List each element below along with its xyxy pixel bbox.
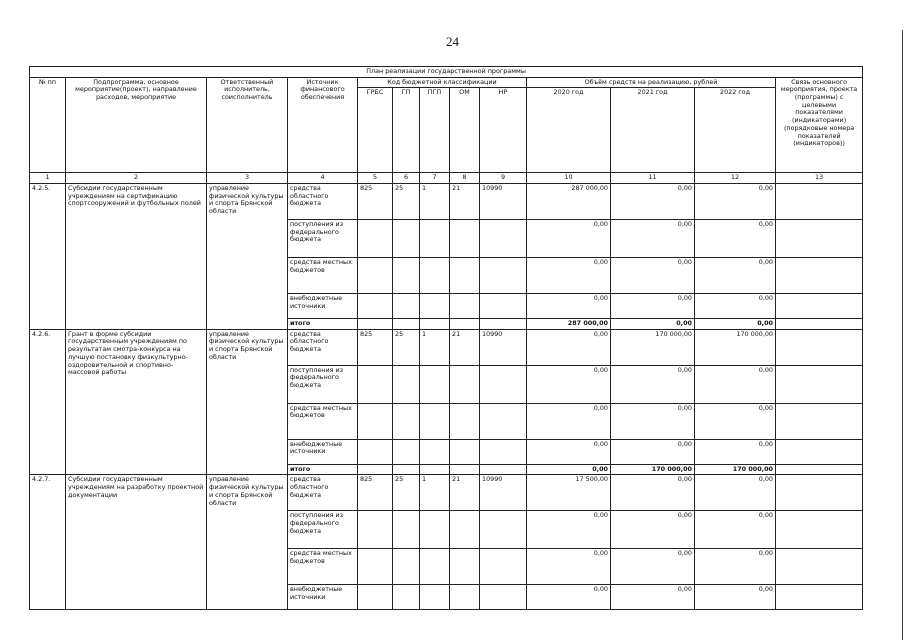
value-2020: 287 000,00 <box>527 184 611 220</box>
code-cell-empty <box>480 464 527 475</box>
code-cell-empty <box>480 294 527 319</box>
funding-source: внебюджетные источники <box>288 585 358 610</box>
header-row-groups <box>30 77 863 88</box>
indicator-link-cell <box>776 439 863 464</box>
indicator-link-cell <box>776 511 863 549</box>
code-cell-empty <box>358 403 393 439</box>
funding-source: итого <box>288 464 358 475</box>
value-2022: 0,00 <box>695 319 776 330</box>
col-number: 9 <box>480 173 527 184</box>
value-2021: 170 000,00 <box>611 464 695 475</box>
code-nr: 10990 <box>480 329 527 365</box>
col-number: 5 <box>358 173 393 184</box>
code-cell-empty <box>450 258 480 294</box>
indicator-link-cell <box>776 258 863 294</box>
code-cell-empty <box>393 511 420 549</box>
col-header-subprogram: Подпрограмма, основное мероприятие(проект), направление расходов, мероприятие <box>66 77 207 173</box>
code-cell-empty <box>393 403 420 439</box>
col-number: 11 <box>611 173 695 184</box>
code-cell-empty <box>420 511 450 549</box>
indicator-link-cell <box>776 464 863 475</box>
col-header-executor: Ответственный исполнитель, соисполнитель <box>207 77 288 173</box>
code-cell-empty <box>393 319 420 330</box>
code-cell-empty <box>420 258 450 294</box>
col-number: 6 <box>393 173 420 184</box>
indicator-link-cell <box>776 294 863 319</box>
code-cell-empty <box>420 319 450 330</box>
value-2020: 0,00 <box>527 329 611 365</box>
value-2022: 0,00 <box>695 258 776 294</box>
value-2022: 0,00 <box>695 220 776 258</box>
code-cell-empty <box>393 585 420 610</box>
col-number: 3 <box>207 173 288 184</box>
indicator-link-cell <box>776 184 863 220</box>
code-cell-empty <box>420 365 450 403</box>
value-2022: 0,00 <box>695 511 776 549</box>
col-header-gp: ГП <box>393 88 420 173</box>
indicator-link-cell <box>776 329 863 365</box>
col-header-source: Источник финансового обеспечения <box>288 77 358 173</box>
code-gp: 25 <box>393 184 420 220</box>
item-name: Субсидии государственным учреждениям на разработку проектной документации <box>66 475 207 610</box>
value-2021: 170 000,00 <box>611 329 695 365</box>
funding-source: внебюджетные источники <box>288 439 358 464</box>
code-cell-empty <box>450 464 480 475</box>
value-2021: 0,00 <box>611 403 695 439</box>
col-header-2022: 2022 год <box>695 88 776 173</box>
funding-source: средства местных бюджетов <box>288 549 358 585</box>
value-2022: 0,00 <box>695 184 776 220</box>
col-number: 8 <box>450 173 480 184</box>
code-cell-empty <box>358 258 393 294</box>
code-om: 21 <box>450 475 480 511</box>
code-cell-empty <box>420 585 450 610</box>
value-2020: 287 000,00 <box>527 319 611 330</box>
funding-source: итого <box>288 319 358 330</box>
plan-table <box>29 66 863 610</box>
indicator-link-cell <box>776 220 863 258</box>
code-grbs: 825 <box>358 475 393 511</box>
indicator-link-cell <box>776 319 863 330</box>
funding-source: поступления из федерального бюджета <box>288 511 358 549</box>
value-2020: 0,00 <box>527 464 611 475</box>
code-cell-empty <box>358 464 393 475</box>
funding-source: средства областного бюджета <box>288 475 358 511</box>
code-cell-empty <box>393 549 420 585</box>
funding-source: поступления из федерального бюджета <box>288 365 358 403</box>
col-header-funds-group: Объём средств на реализацию, рублей <box>527 77 776 88</box>
header-row-plan-title <box>30 67 863 78</box>
value-2020: 0,00 <box>527 585 611 610</box>
code-cell-empty <box>480 549 527 585</box>
value-2020: 0,00 <box>527 549 611 585</box>
code-cell-empty <box>358 220 393 258</box>
value-2020: 0,00 <box>527 511 611 549</box>
code-cell-empty <box>450 365 480 403</box>
code-cell-empty <box>420 403 450 439</box>
item-executor: управление физической культуры и спорта Брянской области <box>207 184 288 330</box>
value-2020: 0,00 <box>527 258 611 294</box>
col-header-2020: 2020 год <box>527 88 611 173</box>
code-cell-empty <box>480 319 527 330</box>
col-number: 13 <box>776 173 863 184</box>
funding-source: поступления из федерального бюджета <box>288 220 358 258</box>
code-cell-empty <box>450 294 480 319</box>
item-name: Субсидии государственным учреждениям на сертификацию спортсооружений и футбольных полей <box>66 184 207 330</box>
col-number: 1 <box>30 173 66 184</box>
value-2021: 0,00 <box>611 184 695 220</box>
col-header-nr: НР <box>480 88 527 173</box>
value-2022: 0,00 <box>695 585 776 610</box>
code-cell-empty <box>420 549 450 585</box>
code-gp: 25 <box>393 475 420 511</box>
code-om: 21 <box>450 184 480 220</box>
code-cell-empty <box>393 220 420 258</box>
value-2020: 17 500,00 <box>527 475 611 511</box>
code-cell-empty <box>450 511 480 549</box>
page-edge-line <box>902 30 903 640</box>
code-cell-empty <box>358 511 393 549</box>
code-cell-empty <box>358 294 393 319</box>
code-cell-empty <box>480 365 527 403</box>
code-cell-empty <box>358 549 393 585</box>
plan-title: План реализации государственной программы <box>30 67 863 78</box>
value-2021: 0,00 <box>611 365 695 403</box>
code-cell-empty <box>450 403 480 439</box>
funding-source: внебюджетные источники <box>288 294 358 319</box>
item-executor: управление физической культуры и спорта Брянской области <box>207 475 288 610</box>
code-nr: 10990 <box>480 475 527 511</box>
code-cell-empty <box>450 220 480 258</box>
indicator-link-cell <box>776 365 863 403</box>
col-header-code-group: Код бюджетной классификации <box>358 77 527 88</box>
value-2021: 0,00 <box>611 258 695 294</box>
code-cell-empty <box>358 439 393 464</box>
code-cell-empty <box>420 439 450 464</box>
code-cell-empty <box>450 585 480 610</box>
value-2020: 0,00 <box>527 220 611 258</box>
code-cell-empty <box>420 294 450 319</box>
col-header-num: № пп <box>30 77 66 173</box>
value-2022: 0,00 <box>695 294 776 319</box>
code-cell-empty <box>393 294 420 319</box>
code-cell-empty <box>393 439 420 464</box>
col-header-2021: 2021 год <box>611 88 695 173</box>
code-gp: 25 <box>393 329 420 365</box>
value-2022: 0,00 <box>695 475 776 511</box>
code-cell-empty <box>480 220 527 258</box>
value-2021: 0,00 <box>611 294 695 319</box>
col-number: 4 <box>288 173 358 184</box>
indicator-link-cell <box>776 475 863 511</box>
value-2022: 170 000,00 <box>695 329 776 365</box>
code-cell-empty <box>480 511 527 549</box>
indicator-link-cell <box>776 403 863 439</box>
code-cell-empty <box>358 365 393 403</box>
value-2021: 0,00 <box>611 220 695 258</box>
value-2021: 0,00 <box>611 439 695 464</box>
value-2022: 0,00 <box>695 439 776 464</box>
table-row <box>30 184 863 220</box>
code-cell-empty <box>420 464 450 475</box>
code-cell-empty <box>358 319 393 330</box>
code-cell-empty <box>393 258 420 294</box>
funding-source: средства областного бюджета <box>288 329 358 365</box>
indicator-link-cell <box>776 585 863 610</box>
col-header-link: Связь основного мероприятия, проекта (программы) с целевыми показателями (индикаторами) (порядковые номера показателей (индикаторов)) <box>776 77 863 173</box>
col-header-om: ОМ <box>450 88 480 173</box>
value-2021: 0,00 <box>611 511 695 549</box>
value-2020: 0,00 <box>527 365 611 403</box>
value-2022: 0,00 <box>695 365 776 403</box>
table-row <box>30 475 863 511</box>
code-cell-empty <box>358 585 393 610</box>
code-om: 21 <box>450 329 480 365</box>
code-cell-empty <box>450 549 480 585</box>
value-2022: 0,00 <box>695 549 776 585</box>
table-row <box>30 329 863 365</box>
code-cell-empty <box>393 464 420 475</box>
code-cell-empty <box>480 403 527 439</box>
funding-source: средства областного бюджета <box>288 184 358 220</box>
value-2021: 0,00 <box>611 475 695 511</box>
value-2020: 0,00 <box>527 439 611 464</box>
code-cell-empty <box>450 439 480 464</box>
col-number: 10 <box>527 173 611 184</box>
indicator-link-cell <box>776 549 863 585</box>
code-cell-empty <box>420 220 450 258</box>
page-number: 24 <box>446 34 459 49</box>
code-pgp: 1 <box>420 184 450 220</box>
col-header-pgp: ПГП <box>420 88 450 173</box>
col-header-grbs: ГРБС <box>358 88 393 173</box>
code-cell-empty <box>480 258 527 294</box>
item-number: 4.2.6. <box>30 329 66 475</box>
code-grbs: 825 <box>358 329 393 365</box>
code-grbs: 825 <box>358 184 393 220</box>
value-2020: 0,00 <box>527 294 611 319</box>
code-cell-empty <box>393 365 420 403</box>
item-name: Грант в форме субсидии государственным учреждениям по результатам смотра-конкурса на лучшую постановку физкультурно-оздоровительной и спортивно-массовой работы <box>66 329 207 475</box>
code-nr: 10990 <box>480 184 527 220</box>
funding-source: средства местных бюджетов <box>288 403 358 439</box>
value-2020: 0,00 <box>527 403 611 439</box>
item-executor: управление физической культуры и спорта Брянской области <box>207 329 288 475</box>
value-2022: 170 000,00 <box>695 464 776 475</box>
item-number: 4.2.5. <box>30 184 66 330</box>
col-number: 12 <box>695 173 776 184</box>
item-number: 4.2.7. <box>30 475 66 610</box>
code-cell-empty <box>450 319 480 330</box>
code-pgp: 1 <box>420 329 450 365</box>
value-2021: 0,00 <box>611 319 695 330</box>
col-number: 2 <box>66 173 207 184</box>
value-2021: 0,00 <box>611 549 695 585</box>
header-row-numbers <box>30 173 863 184</box>
col-number: 7 <box>420 173 450 184</box>
funding-source: средства местных бюджетов <box>288 258 358 294</box>
code-pgp: 1 <box>420 475 450 511</box>
code-cell-empty <box>480 585 527 610</box>
value-2022: 0,00 <box>695 403 776 439</box>
value-2021: 0,00 <box>611 585 695 610</box>
code-cell-empty <box>480 439 527 464</box>
